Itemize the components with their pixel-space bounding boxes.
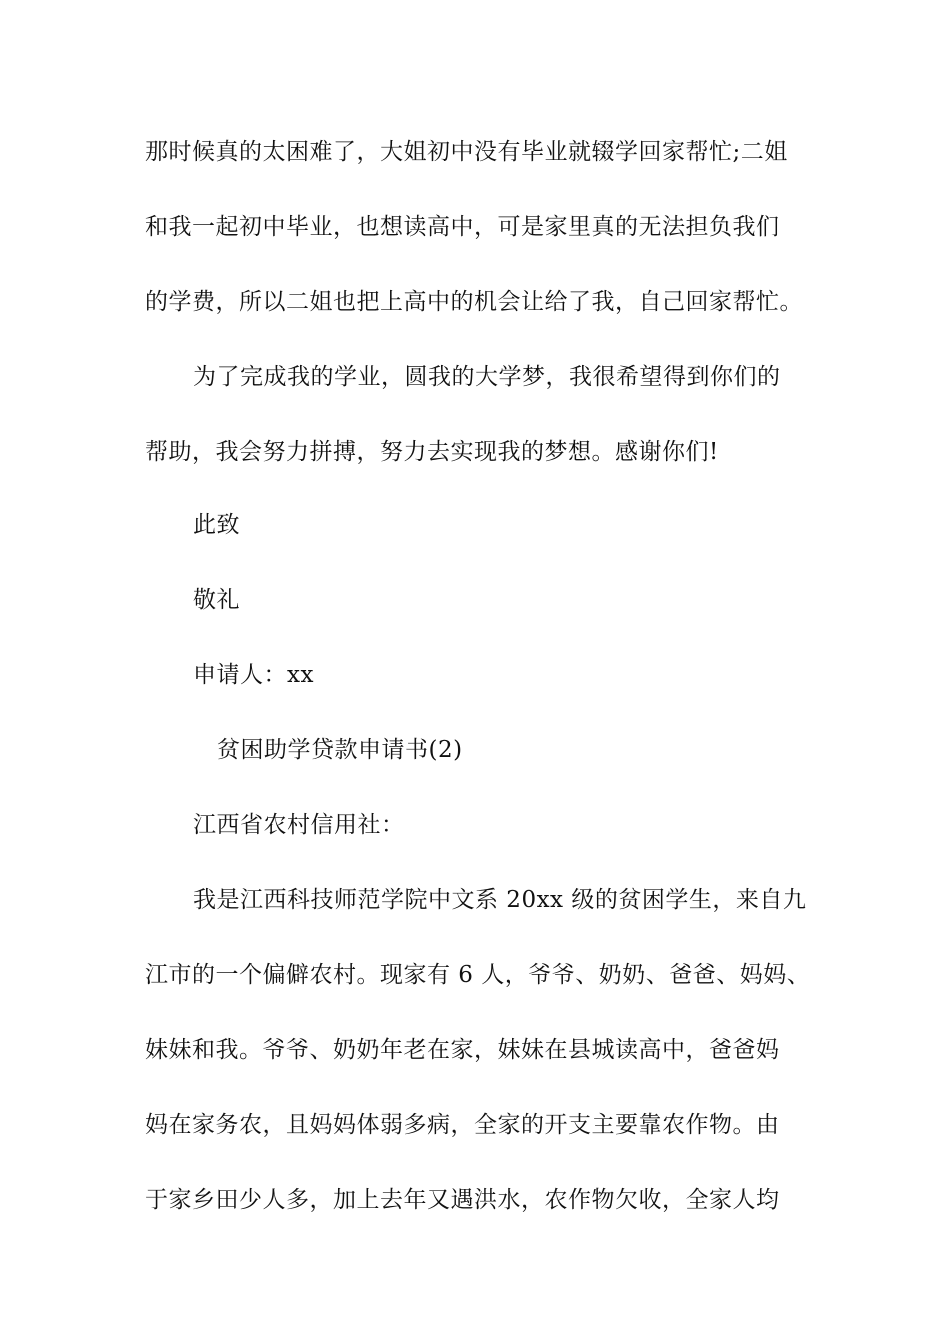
paragraph-line: 和我一起初中毕业，也想读高中，可是家里真的无法担负我们 (145, 214, 780, 240)
paragraph-line: 帮助，我会努力拼搏，努力去实现我的梦想。感谢你们! (145, 439, 719, 465)
applicant-signature: 申请人：xx (193, 662, 314, 688)
paragraph-line: 为了完成我的学业，圆我的大学梦，我很希望得到你们的 (193, 364, 781, 390)
paragraph-line: 的学费，所以二姐也把上高中的机会让给了我，自己回家帮忙。 (145, 289, 803, 315)
paragraph-line: 妹妹和我。爷爷、奶奶年老在家，妹妹在县城读高中，爸爸妈 (145, 1037, 780, 1063)
paragraph-line: 妈在家务农，且妈妈体弱多病，全家的开支主要靠农作物。由 (145, 1112, 780, 1138)
paragraph-line: 那时候真的太困难了，大姐初中没有毕业就辍学回家帮忙;二姐 (145, 139, 788, 165)
letter-recipient: 江西省农村信用社： (193, 812, 405, 838)
closing-salutation: 此致 (193, 512, 240, 538)
paragraph-line: 我是江西科技师范学院中文系 20xx 级的贫困学生，来自九 (193, 887, 807, 913)
paragraph-line: 于家乡田少人多，加上去年又遇洪水，农作物欠收，全家人均 (145, 1187, 780, 1213)
closing-regards: 敬礼 (193, 587, 240, 613)
section-title: 贫困助学贷款申请书(2) (217, 737, 463, 763)
paragraph-line: 江市的一个偏僻农村。现家有 6 人，爷爷、奶奶、爸爸、妈妈、 (145, 962, 811, 988)
